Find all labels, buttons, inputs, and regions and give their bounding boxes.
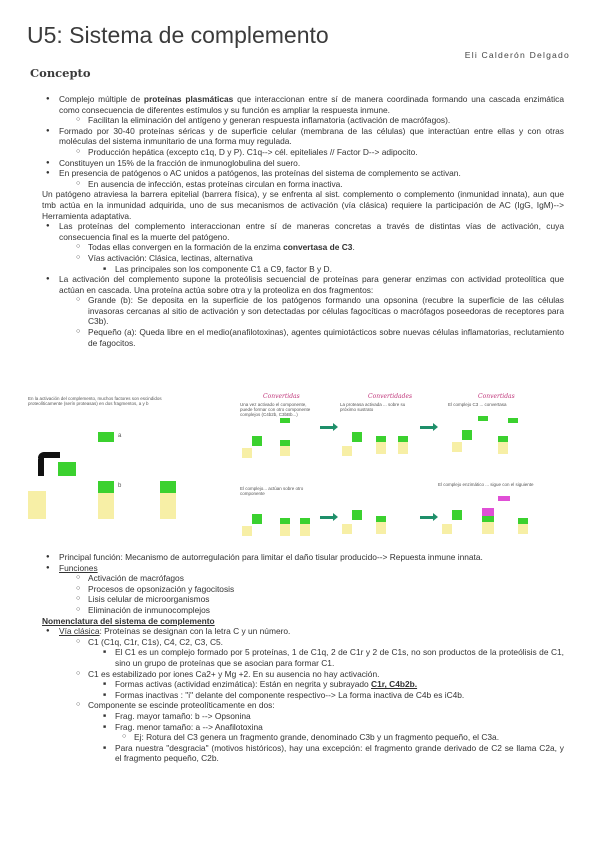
label-b: b [118,483,122,489]
step-5 [340,486,412,541]
list-item: ■ Frag. mayor tamaño: b --> Opsonina [100,711,564,722]
concepto-content [44,94,564,348]
list-item: ● Funciones ○ Activación de macrófagos ○ Procesos de opsonización y fagocitosis ○ Lisis celular de microorganismos ○ Eliminación de inmunocomplejos [44,563,564,616]
list-item: ■ Para nuestra "desgracia" (motivos históricos), hay una excepción: el fragmento grande derivado de C2 se llama C2a, y el fragmento pequeño, C2b. [100,743,564,764]
arrow-right-icon [420,426,434,429]
fragment-b [98,481,114,493]
list-item: ● Vía clásica: Proteínas se designan con la letra C y un número. ○ C1 (C1q, C1r, C1s), C4, C2, C3, C5. ■ El C1 es un complejo formado por 5 proteínas, 1 de C1q, 2 de C1r y 2 de C1s, no son productos de la proteólisis de C1, sino un grupo de proteínas que se asocian para formar C1. ○ C1 es estabilizado por iones Ca2+ y Mg +2. En su ausencia no hay activación. ■ Formas activas (actividad enzimática): Están en negrita y subrayado C1r, C4b2b. ■ Formas inactivas : "i" delante del componente respectivo--> La forma inactiva de C4b es iC4b. ○ Componente se escinde proteolíticamente en dos: ■ Frag. mayor tamaño: b --> Opsonina ■ Frag. menor tamaño: a --> Anafilotoxina ○ Ej: Rotura del C3 genera un fragmento grande, denominado C3b y un fragmento pequeño, el C3a. ■ Para nuestra "desgracia" (motivos históricos), hay una excepción: el fragmento grande derivado de C2 se llama C2a, y el fragmento pequeño, C2b. [44,626,564,764]
list-item: ■ El C1 es un complejo formado por 5 proteínas, 1 de C1q, 2 de C1r y 2 de C1s, no son productos de la proteólisis de C1, sino un grupo de proteínas que se asocian para formar C1. [100,647,564,668]
arrow-right-icon [420,516,434,519]
proteolysis-diagram [28,396,218,521]
list-item: ○ Lisis celular de microorganismos [73,594,564,605]
list-item: ○ Procesos de opsonización y fagocitosis [73,584,564,595]
protein-yellow [160,493,176,519]
list-item: ● Principal función: Mecanismo de autorregulación para limitar el daño tisular producido--> Repuesta inmune innata. [44,552,564,563]
protein-yellow [28,491,46,519]
section-heading-concepto: Concepto [30,66,91,80]
list-item: ■ Formas inactivas : "i" delante del componente respectivo--> La forma inactiva de C4b es iC4b. [100,690,564,701]
component-active [58,462,76,476]
list-item: ○ Activación de macrófagos [73,573,564,584]
step-3: El complejo C3 ... convertasa [448,402,538,457]
list-item: ○ Grande (b): Se deposita en la superficie de los patógenos formando una opsonina (recubre la superficie de las células invasoras cercanas al sitio de activación y son detectadas por células fagocíticas o macrófagos poseedoras de receptores para C3b). [73,295,564,327]
list-item: ○ Facilitan la eliminación del antígeno y generan respuesta inflamatoria (activación de macrófagos). [73,115,564,126]
figure-complement-cascade [28,393,573,546]
arrow-right-icon [320,516,334,519]
handwritten-note: Convertidas [263,393,300,400]
list-item: ○ C1 (C1q, C1r, C1s), C4, C2, C3, C5. ■ El C1 es un complejo formado por 5 proteínas, 1 de C1q, 2 de C1r y 2 de C1s, no son productos de la proteólisis de C1, sino un grupo de proteínas que se asocian para formar C1. [73,637,564,669]
list-item: ● Las proteínas del complemento interaccionan entre sí de maneras concretas a través de distintas vías de activación, cuya consecuencia final es la muerte del patógeno. ○ Todas ellas convergen en la formación de la enzima convertasa de C3. ○ Vías activación: Clásica, lectinas, alternativa ■ Las principales son los componente C1 a C9, factor B y D. [44,221,564,274]
list-item: ● Formado por 30-40 proteínas séricas y de superficie celular (membrana de las células) que interactúan entre ellas y con otras moléculas del sistema inmunitario de una forma muy regulada. ○ Producción hepática (excepto c1q, D y P). C1q--> cél. epiteliales // Factor D--> adipocito. [44,126,564,158]
list-item: ○ Eliminación de inmunocomplejos [73,605,564,616]
step-4: El complejo... actúan sobre otro componente [240,486,312,541]
arrow-icon [38,452,60,458]
list-item: ○ Vías activación: Clásica, lectinas, alternativa ■ Las principales son los componente C1 a C9, factor B y D. [73,253,564,274]
step-2: La proteasa activada ... sobre su próximo sustrato [340,402,412,457]
list-item: ○ Ej: Rotura del C3 genera un fragmento grande, denominado C3b y un fragmento pequeño, el C3a. [119,732,564,743]
list-item: ■ Formas activas (actividad enzimática): Están en negrita y subrayado C1r, C4b2b. [100,679,564,690]
figure-caption: En la activación del complemento, muchos factores son escindidos proteolíticamente (serín proteasas) en dos fragmentos, a y b [28,396,162,407]
funciones-content [44,552,564,764]
list-item: ■ Las principales son los componente C1 a C9, factor B y D. [100,264,564,275]
fragment-b [160,481,176,493]
handwritten-note: Convertidas [478,393,515,400]
label-a: a [118,433,122,439]
list-item: ○ Producción hepática (excepto c1q, D y P). C1q--> cél. epiteliales // Factor D--> adipocito. [73,147,564,158]
list-item: ○ Todas ellas convergen en la formación de la enzima convertasa de C3. [73,242,564,253]
paragraph: Un patógeno atraviesa la barrera epitelial (barrera física), y se enfrenta al sist. complemento o complemento (inmunidad innata), aun que tmb actúa en la inmunidad adquirida, uno de sus mecanismos de activación (vía clásica) requiere la participación de AC (IgG, IgM)--> Herramienta adaptativa. [42,189,564,221]
step-6: El complejo enzimático ... sigue con el siguiente [438,482,548,537]
list-item: ● Complejo múltiple de proteínas plasmáticas que interaccionan entre sí de manera coordinada formando una cascada enzimática como consecuencia de diferentes estímulos y su función es ampliar la respuesta inmune. ○ Facilitan la eliminación del antígeno y generan respuesta inflamatoria (activación de macrófagos). [44,94,564,126]
protein-yellow [98,493,114,519]
list-item: ■ Frag. menor tamaño: a --> Anafilotoxina ○ Ej: Rotura del C3 genera un fragmento grande, denominado C3b y un fragmento pequeño, el C3a. [100,722,564,743]
step-1: Una vez activado el componente, puede formar con otro componente complejos (C4b2b, C3bBb...) [240,402,312,457]
list-item: ○ Pequeño (a): Queda libre en el medio(anafilotoxinas), agentes quimiotácticos sobre nuevas células inflamatorias, reclutamiento de fagocitos. [73,327,564,348]
list-item: ● La activación del complemento supone la proteólisis secuencial de proteínas para generar enzimas con actividad proteolítica que actúan en cascada. Una proteína actúa sobre otra y la proteoliza en dos fragmentos: ○ Grande (b): Se deposita en la superficie de los patógenos formando una opsonina (recubre la superficie de las células invasoras cercanas al sitio de activación y son detectadas por células fagocíticas o macrófagos poseedoras de receptores para C3b). ○ Pequeño (a): Queda libre en el medio(anafilotoxinas), agentes quimiotácticos sobre nuevas células inflamatorias, reclutamiento de fagocitos. [44,274,564,348]
list-item: ○ En ausencia de infección, estas proteínas circulan en forma inactiva. [73,179,564,190]
nomenclature-heading: Nomenclatura del sistema de complemento [42,615,215,626]
list-item: ● En presencia de patógenos o AC unidos a patógenos, las proteínas del sistema de complemento se activan. ○ En ausencia de infección, estas proteínas circulan en forma inactiva. [44,168,564,189]
handwritten-note: Convertidades [368,393,413,400]
arrow-right-icon [320,426,334,429]
fragment-a [98,432,114,442]
list-item: ○ Componente se escinde proteolíticamente en dos: ■ Frag. mayor tamaño: b --> Opsonina ■ Frag. menor tamaño: a --> Anafilotoxina ○ Ej: Rotura del C3 genera un fragmento grande, denominado C3b y un fragmento pequeño, el C3a. ■ Para nuestra "desgracia" (motivos históricos), hay una excepción: el fragmento grande derivado de C2 se llama C2a, y el fragmento pequeño, C2b. [73,700,564,764]
page-title: U5: Sistema de complemento [27,22,329,48]
author-name: Eli Calderón Delgado [464,50,570,60]
list-item: ○ C1 es estabilizado por iones Ca2+ y Mg +2. En su ausencia no hay activación. ■ Formas activas (actividad enzimática): Están en negrita y subrayado C1r, C4b2b. ■ Formas inactivas : "i" delante del componente respectivo--> La forma inactiva de C4b es iC4b. [73,669,564,701]
list-item: ● Constituyen un 15% de la fracción de inmunoglobulina del suero. [44,158,564,169]
